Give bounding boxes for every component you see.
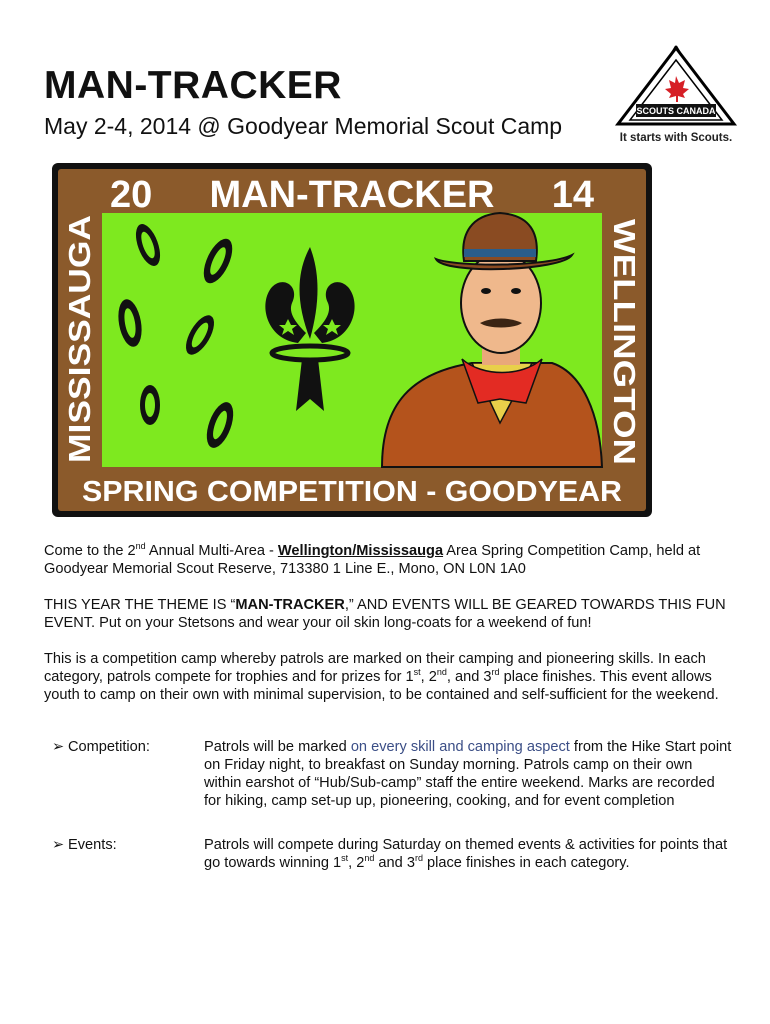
description-paragraph	[44, 650, 734, 704]
competition-text-a: Patrols will be marked	[204, 739, 351, 755]
events-sup-1: st	[341, 853, 349, 863]
desc-sup-3: rd	[491, 667, 500, 677]
page-title: MAN-TRACKER	[44, 64, 342, 107]
events-text-b: , 2	[348, 855, 365, 871]
intro-paragraph	[44, 542, 734, 578]
desc-text-d: place finishes. This event allows youth to camp on their own with minimal supervision, to be contained and self-sufficient for the weekend.	[44, 669, 719, 703]
patch-left-text: MISSISSAUGA	[62, 245, 97, 463]
patch-bottom-text: SPRING COMPETITION - GOODYEAR	[82, 476, 623, 508]
intro-text-a: Come to the 2	[44, 543, 136, 559]
scouts-canada-emblem-icon	[606, 44, 746, 132]
page-subtitle: May 2-4, 2014 @ Goodyear Memorial Scout Camp	[44, 113, 563, 139]
list-item-description	[204, 836, 732, 872]
list-item-label	[52, 836, 202, 854]
patch-year-right: 14	[551, 174, 594, 216]
desc-text-a: This is a competition camp whereby patrols are marked on their camping and pioneering skills. In each category, patrols compete for trophies and for prizes for 1	[44, 651, 706, 685]
intro-areas-link: Wellington/Mississauga	[277, 543, 444, 559]
intro-text-c: Area Spring Competition Camp, held at Goodyear Memorial Scout Reserve, 713380 1 Line E., Mono, ON L0N 1A0	[44, 543, 701, 577]
logo-name: SCOUTS CANADA	[636, 106, 716, 116]
theme-text-a: THIS YEAR THE THEME IS “	[44, 597, 236, 613]
theme-paragraph	[44, 596, 734, 632]
desc-sup-1: st	[413, 667, 421, 677]
patch-title: MAN-TRACKER	[209, 174, 495, 216]
list-item-description	[204, 738, 732, 810]
desc-text-c: , and 3	[446, 669, 492, 685]
theme-text-b: ,” AND EVENTS WILL BE GEARED TOWARDS THIS FUN EVENT. Put on your Stetsons and wear your oil skin long-coats for a weekend of fun!	[44, 597, 726, 631]
scouts-canada-logo	[606, 44, 746, 152]
competition-label: Competition:	[68, 739, 150, 755]
events-label: Events:	[68, 837, 117, 853]
events-text-a: Patrols will compete during Saturday on themed events & activities for points that go towards winning 1	[204, 837, 728, 871]
patch-right-text: WELLINGTON	[607, 219, 642, 427]
competition-highlight: on every skill and camping aspect	[350, 739, 570, 755]
list-item-label	[52, 738, 202, 756]
logo-tagline: It starts with Scouts.	[619, 132, 733, 144]
desc-text-b: , 2	[420, 669, 437, 685]
events-sup-3: rd	[414, 853, 423, 863]
competition-text-b: from the Hike Start point on Friday night, to breakfast on Sunday morning. Patrols camp on their own within earshot of “Hub/Sub-camp” staff the entire weekend. Marks are recorded for hiking, camp set-up up, pioneering, cooking, and for event completion	[204, 739, 732, 809]
man-tracker-patch-image	[52, 163, 652, 517]
desc-sup-2: nd	[436, 667, 447, 677]
intro-text-b: Annual Multi-Area -	[145, 543, 278, 559]
intro-sup: nd	[135, 541, 146, 551]
events-text-d: place finishes in each category.	[422, 855, 630, 871]
theme-name: MAN-TRACKER	[235, 597, 345, 613]
patch-year-left: 20	[110, 174, 153, 216]
events-text-c: and 3	[374, 855, 415, 871]
arrow-bullet-icon: ➢	[52, 739, 65, 755]
events-sup-2: nd	[364, 853, 375, 863]
arrow-bullet-icon: ➢	[52, 837, 65, 853]
